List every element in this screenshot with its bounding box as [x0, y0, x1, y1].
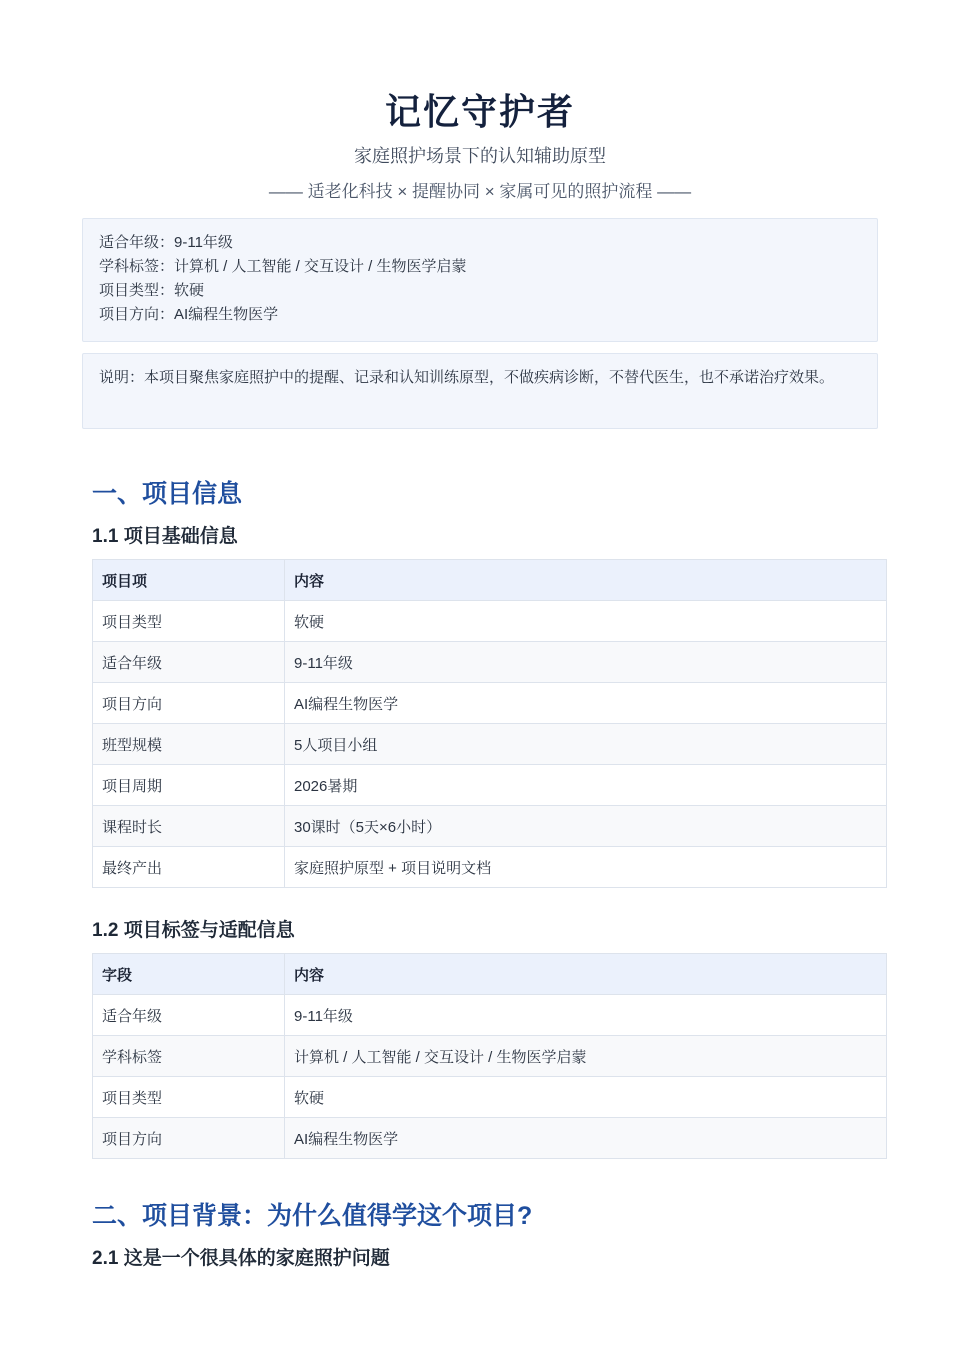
table-row: [93, 1036, 887, 1077]
column-header: 字段: [93, 954, 285, 995]
table-cell: AI编程生物医学: [285, 683, 887, 724]
page-title: 记忆守护者: [384, 91, 575, 132]
table-header-row: [93, 954, 887, 995]
table-cell: 软硬: [285, 601, 887, 642]
table-row: [93, 995, 887, 1036]
meta-info-box: [82, 218, 878, 342]
table-cell: 学科标签: [93, 1036, 285, 1077]
tags-info-table: [92, 953, 887, 1159]
column-header: 项目项: [93, 560, 285, 601]
note-box: [82, 353, 878, 429]
table-cell: 适合年级: [93, 995, 285, 1036]
table-cell: 班型规模: [93, 724, 285, 765]
table-cell: AI编程生物医学: [285, 1118, 887, 1159]
subsection-heading-tags-info: 1.2 项目标签与适配信息: [92, 920, 295, 941]
meta-project-type: 项目类型：软硬: [99, 282, 205, 299]
table-cell: 项目类型: [93, 1077, 285, 1118]
table-cell: 30课时（5天×6小时）: [285, 806, 887, 847]
table-row: [93, 642, 887, 683]
table-cell: 最终产出: [93, 847, 285, 888]
table-header-row: [93, 560, 887, 601]
section-heading-project-background: 二、项目背景：为什么值得学这个项目?: [92, 1202, 533, 1230]
table-cell: 课程时长: [93, 806, 285, 847]
table-cell: 适合年级: [93, 642, 285, 683]
table-cell: 9-11年级: [285, 642, 887, 683]
subsection-heading-basic-info: 1.1 项目基础信息: [92, 526, 238, 547]
table-row: [93, 683, 887, 724]
table-row: [93, 765, 887, 806]
table-cell: 项目类型: [93, 601, 285, 642]
column-header: 内容: [285, 954, 887, 995]
page-tagline: —— 适老化科技 × 提醒协同 × 家属可见的照护流程 ——: [268, 182, 692, 201]
basic-info-table: [92, 559, 887, 888]
table-cell: 项目方向: [93, 683, 285, 724]
table-row: [93, 724, 887, 765]
meta-grade: 适合年级：9-11年级: [99, 234, 233, 251]
table-cell: 项目方向: [93, 1118, 285, 1159]
table-row: [93, 1118, 887, 1159]
table-row: [93, 806, 887, 847]
table-cell: 9-11年级: [285, 995, 887, 1036]
note-text: 说明：本项目聚焦家庭照护中的提醒、记录和认知训练原型，不做疾病诊断，不替代医生，也不承诺治疗效果。: [99, 369, 835, 386]
table-row: [93, 601, 887, 642]
table-row: [93, 847, 887, 888]
table-cell: 家庭照护原型 + 项目说明文档: [285, 847, 887, 888]
table-cell: 2026暑期: [285, 765, 887, 806]
column-header: 内容: [285, 560, 887, 601]
page-subtitle: 家庭照护场景下的认知辅助原型: [354, 146, 606, 166]
meta-subject-tags: 学科标签：计算机 / 人工智能 / 交互设计 / 生物医学启蒙: [99, 258, 467, 275]
section-heading-project-info: 一、项目信息: [92, 480, 243, 508]
subsection-heading-care-problem: 2.1 这是一个很具体的家庭照护问题: [92, 1248, 390, 1269]
table-cell: 5人项目小组: [285, 724, 887, 765]
table-cell: 软硬: [285, 1077, 887, 1118]
meta-project-direction: 项目方向：AI编程生物医学: [99, 306, 279, 323]
table-cell: 计算机 / 人工智能 / 交互设计 / 生物医学启蒙: [285, 1036, 887, 1077]
table-cell: 项目周期: [93, 765, 285, 806]
table-row: [93, 1077, 887, 1118]
